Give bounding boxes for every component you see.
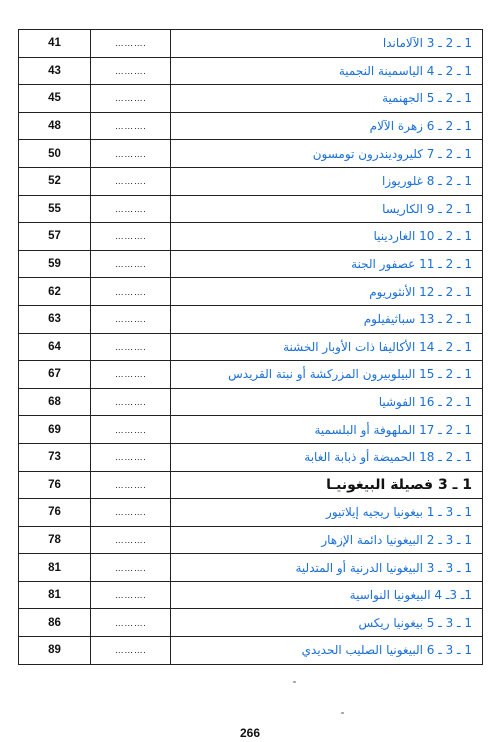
toc-entry-title: 1 ـ 2 ـ 11 عصفور الجنة <box>171 250 483 278</box>
toc-row <box>19 333 483 361</box>
toc-page-number: 43 <box>19 57 91 85</box>
toc-page-number: 81 <box>19 554 91 582</box>
toc-page-number: 76 <box>19 499 91 527</box>
toc-leader-dots: ………. <box>91 499 171 527</box>
toc-leader-dots: ………. <box>91 278 171 306</box>
toc-leader-dots: ………. <box>91 195 171 223</box>
toc-leader-dots: ………. <box>91 57 171 85</box>
toc-leader-dots: ………. <box>91 581 171 609</box>
toc-body <box>19 30 483 665</box>
toc-leader-dots: ………. <box>91 112 171 140</box>
toc-entry-title: 1 ـ 2 ـ 7 كليروديندرون تومسون <box>171 140 483 168</box>
toc-row <box>19 637 483 665</box>
toc-row <box>19 223 483 251</box>
toc-entry-title: 1ـ 3ـ 4 البيغونيا النواسية <box>171 581 483 609</box>
toc-entry-title: 1 ـ 2 ـ 15 البيلوبيرون المزركشة أو نبتة القريدس <box>171 361 483 389</box>
toc-entry-title: 1 ـ 2 ـ 13 سباثيفيلوم <box>171 305 483 333</box>
toc-page-number: 52 <box>19 167 91 195</box>
toc-leader-dots: ………. <box>91 361 171 389</box>
toc-leader-dots: ………. <box>91 471 171 499</box>
toc-page-number: 64 <box>19 333 91 361</box>
toc-page-number: 69 <box>19 416 91 444</box>
toc-row <box>19 443 483 471</box>
toc-row <box>19 554 483 582</box>
toc-entry-title: 1 ـ 2 ـ 10 الغاردينيا <box>171 223 483 251</box>
toc-page-number: 59 <box>19 250 91 278</box>
table-of-contents <box>18 29 483 665</box>
toc-entry-title: 1 ـ 2 ـ 5 الجهنمية <box>171 85 483 113</box>
toc-page-number: 48 <box>19 112 91 140</box>
toc-row <box>19 167 483 195</box>
toc-leader-dots: ………. <box>91 416 171 444</box>
toc-page-number: 45 <box>19 85 91 113</box>
toc-row <box>19 305 483 333</box>
toc-page-number: 86 <box>19 609 91 637</box>
scan-speck <box>341 712 344 714</box>
toc-row <box>19 250 483 278</box>
toc-entry-title: 1 ـ 3 ـ 5 بيغونيا ريكس <box>171 609 483 637</box>
page-number: 266 <box>239 726 261 740</box>
toc-entry-title: 1 ـ 2 ـ 8 غلوريوزا <box>171 167 483 195</box>
toc-entry-title: 1 ـ 2 ـ 16 الفوشيا <box>171 388 483 416</box>
toc-entry-title: 1 ـ 2 ـ 18 الحميضة أو ذبابة الغابة <box>171 443 483 471</box>
toc-row <box>19 85 483 113</box>
toc-page-number: 62 <box>19 278 91 306</box>
toc-leader-dots: ………. <box>91 223 171 251</box>
toc-page-number: 55 <box>19 195 91 223</box>
toc-entry-title: 1 ـ 3 ـ 1 بيغونيا ريجيه إيلاتيور <box>171 499 483 527</box>
toc-row <box>19 526 483 554</box>
toc-row <box>19 195 483 223</box>
toc-leader-dots: ………. <box>91 305 171 333</box>
toc-leader-dots: ………. <box>91 388 171 416</box>
toc-entry-title: 1 ـ 3 ـ 2 البيغونيا دائمة الإزهار <box>171 526 483 554</box>
toc-leader-dots: ………. <box>91 554 171 582</box>
toc-row <box>19 112 483 140</box>
scan-speck <box>293 681 296 683</box>
toc-row <box>19 388 483 416</box>
toc-entry-title: 1 ـ 3 ـ 3 البيغونيا الدرنية أو المتدلية <box>171 554 483 582</box>
toc-leader-dots: ………. <box>91 609 171 637</box>
toc-row <box>19 140 483 168</box>
toc-page-number: 73 <box>19 443 91 471</box>
toc-page-number: 57 <box>19 223 91 251</box>
toc-leader-dots: ………. <box>91 637 171 665</box>
toc-entry-title: 1 ـ 2 ـ 6 زهرة الآلام <box>171 112 483 140</box>
toc-section-row <box>19 471 483 499</box>
toc-page-number: 78 <box>19 526 91 554</box>
toc-page-number: 50 <box>19 140 91 168</box>
toc-row <box>19 416 483 444</box>
toc-entry-title: 1 ـ 2 ـ 14 الأكاليفا ذات الأوبار الخشنة <box>171 333 483 361</box>
toc-entry-title: 1 ـ 2 ـ 3 الآلاماندا <box>171 30 483 58</box>
toc-row <box>19 57 483 85</box>
toc-page-number: 67 <box>19 361 91 389</box>
toc-entry-title: 1 ـ 2 ـ 17 الملهوفة أو البلسمية <box>171 416 483 444</box>
toc-row <box>19 278 483 306</box>
toc-section-title: 1 ـ 3 فصيلة البيغونيـا <box>171 471 483 499</box>
toc-row <box>19 499 483 527</box>
toc-leader-dots: ………. <box>91 526 171 554</box>
toc-leader-dots: ………. <box>91 30 171 58</box>
toc-row <box>19 30 483 58</box>
toc-leader-dots: ………. <box>91 85 171 113</box>
toc-entry-title: 1 ـ 2 ـ 12 الأنثوريوم <box>171 278 483 306</box>
toc-leader-dots: ………. <box>91 140 171 168</box>
toc-entry-title: 1 ـ 2 ـ 4 الياسمينة النجمية <box>171 57 483 85</box>
toc-entry-title: 1 ـ 2 ـ 9 الكاريسا <box>171 195 483 223</box>
toc-page-number: 76 <box>19 471 91 499</box>
toc-page-number: 41 <box>19 30 91 58</box>
toc-leader-dots: ………. <box>91 443 171 471</box>
toc-leader-dots: ………. <box>91 333 171 361</box>
toc-leader-dots: ………. <box>91 167 171 195</box>
toc-page-number: 81 <box>19 581 91 609</box>
toc-page-number: 63 <box>19 305 91 333</box>
toc-page-number: 68 <box>19 388 91 416</box>
toc-page-number: 89 <box>19 637 91 665</box>
toc-row <box>19 361 483 389</box>
toc-leader-dots: ………. <box>91 250 171 278</box>
toc-entry-title: 1 ـ 3 ـ 6 البيغونيا الصليب الحديدي <box>171 637 483 665</box>
toc-row <box>19 609 483 637</box>
toc-row <box>19 581 483 609</box>
